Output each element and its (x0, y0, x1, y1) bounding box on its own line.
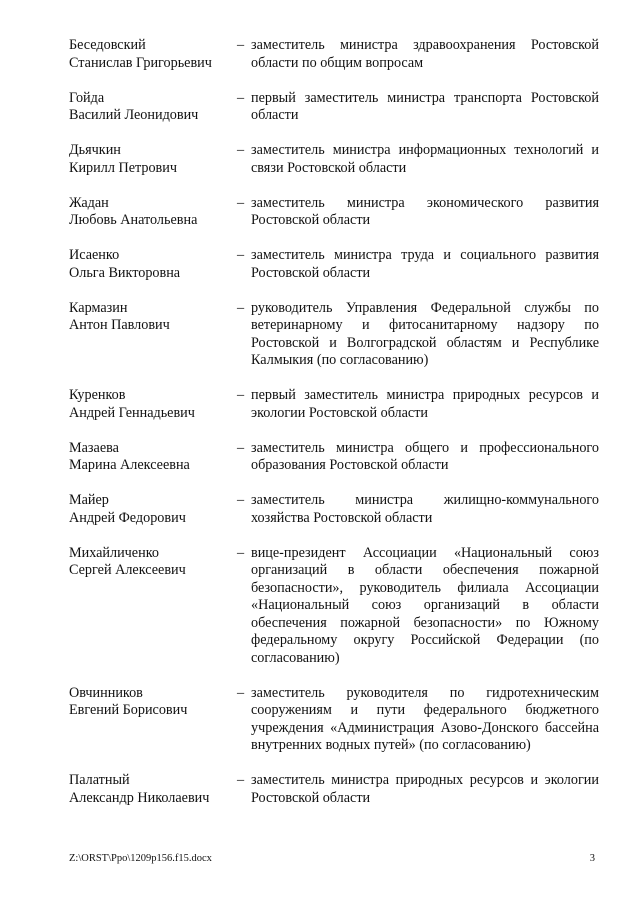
given-names: Любовь Анатольевна (69, 212, 198, 228)
list-item (69, 440, 599, 475)
surname: Овчинников (69, 684, 143, 701)
member-name (69, 37, 237, 72)
member-name (69, 300, 237, 335)
given-names: Евгений Борисович (69, 702, 188, 718)
dash-separator: – (237, 89, 245, 106)
member-name (69, 195, 237, 230)
member-list (69, 37, 599, 825)
member-role: руководитель Управления Федеральной службы по ветеринарному и фитосанитарному надзору по Ростовской и Волгоградской областям и Республике Калмыкия (по согласованию) (251, 299, 599, 368)
surname: Михайличенко (69, 544, 159, 561)
surname: Гойда (69, 89, 105, 106)
dash-separator: – (237, 684, 245, 701)
list-item (69, 772, 599, 807)
given-names: Василий Леонидович (69, 107, 199, 123)
dash-separator: – (237, 387, 245, 403)
member-name (69, 440, 237, 475)
surname: Мазаева (69, 439, 119, 456)
surname: Жадан (69, 194, 109, 211)
surname: Кармазин (69, 299, 128, 316)
member-role: первый заместитель министра природных ресурсов и экологии Ростовской области (251, 387, 599, 421)
given-names: Антон Павлович (69, 317, 170, 333)
member-role: первый заместитель министра транспорта Ростовской области (251, 89, 599, 123)
list-item (69, 300, 599, 370)
given-names: Марина Алексеевна (69, 457, 190, 473)
member-name (69, 492, 237, 527)
member-role: заместитель министра здравоохранения Ростовской области по общим вопросам (251, 37, 599, 71)
given-names: Андрей Федорович (69, 509, 186, 526)
member-name (69, 387, 237, 422)
dash-separator: – (237, 439, 245, 456)
member-role: заместитель министра информационных технологий и связи Ростовской области (251, 142, 599, 176)
member-name (69, 545, 237, 580)
page-footer (69, 852, 595, 865)
page-number: 3 (589, 853, 595, 864)
list-item (69, 387, 599, 422)
member-role: заместитель министра экономического развития Ростовской области (251, 194, 599, 228)
given-names: Кирилл Петрович (69, 159, 177, 176)
dash-separator: – (237, 544, 245, 561)
surname: Палатный (69, 772, 130, 788)
surname: Майер (69, 492, 109, 508)
surname: Исаенко (69, 247, 120, 263)
list-item (69, 142, 599, 177)
dash-separator: – (237, 247, 245, 263)
member-role: заместитель министра природных ресурсов и экологии Ростовской области (251, 772, 599, 806)
member-role: заместитель руководителя по гидротехническим сооружениям и пути федерального бюджетного учреждения «Администрация Азово-Донского бассейна внутренних водных путей» (по согласованию) (251, 684, 599, 753)
list-item (69, 685, 599, 755)
member-name (69, 247, 237, 282)
list-item (69, 545, 599, 668)
dash-separator: – (237, 772, 245, 788)
given-names: Александр Николаевич (69, 789, 210, 806)
member-role: заместитель министра труда и социального развития Ростовской области (251, 247, 599, 281)
surname: Куренков (69, 387, 126, 403)
list-item (69, 90, 599, 125)
member-name (69, 685, 237, 720)
list-item (69, 37, 599, 72)
dash-separator: – (237, 492, 245, 508)
dash-separator: – (237, 37, 245, 53)
member-name (69, 772, 237, 807)
member-name (69, 90, 237, 125)
surname: Беседовский (69, 37, 146, 53)
list-item (69, 247, 599, 282)
file-path: Z:\ORST\Ppo\1209p156.f15.docx (69, 853, 212, 864)
given-names: Андрей Геннадьевич (69, 404, 195, 421)
member-role: заместитель министра жилищно-коммунального хозяйства Ростовской области (251, 492, 599, 526)
dash-separator: – (237, 142, 245, 158)
member-role: вице-президент Ассоциации «Национальный союз организаций в области обеспечения пожарной безопасности», руководитель филиала Ассоциации «Национальный союз организаций в области обеспечения пожарной безопасности» по Южному федеральному округу Российской Федерации (по согласованию) (251, 544, 599, 666)
list-item (69, 492, 599, 527)
member-name (69, 142, 237, 177)
given-names: Станислав Григорьевич (69, 54, 212, 71)
given-names: Сергей Алексеевич (69, 562, 186, 578)
surname: Дьячкин (69, 142, 121, 158)
member-role: заместитель министра общего и профессионального образования Ростовской области (251, 439, 599, 473)
given-names: Ольга Викторовна (69, 264, 181, 281)
dash-separator: – (237, 299, 245, 316)
dash-separator: – (237, 194, 245, 211)
list-item (69, 195, 599, 230)
